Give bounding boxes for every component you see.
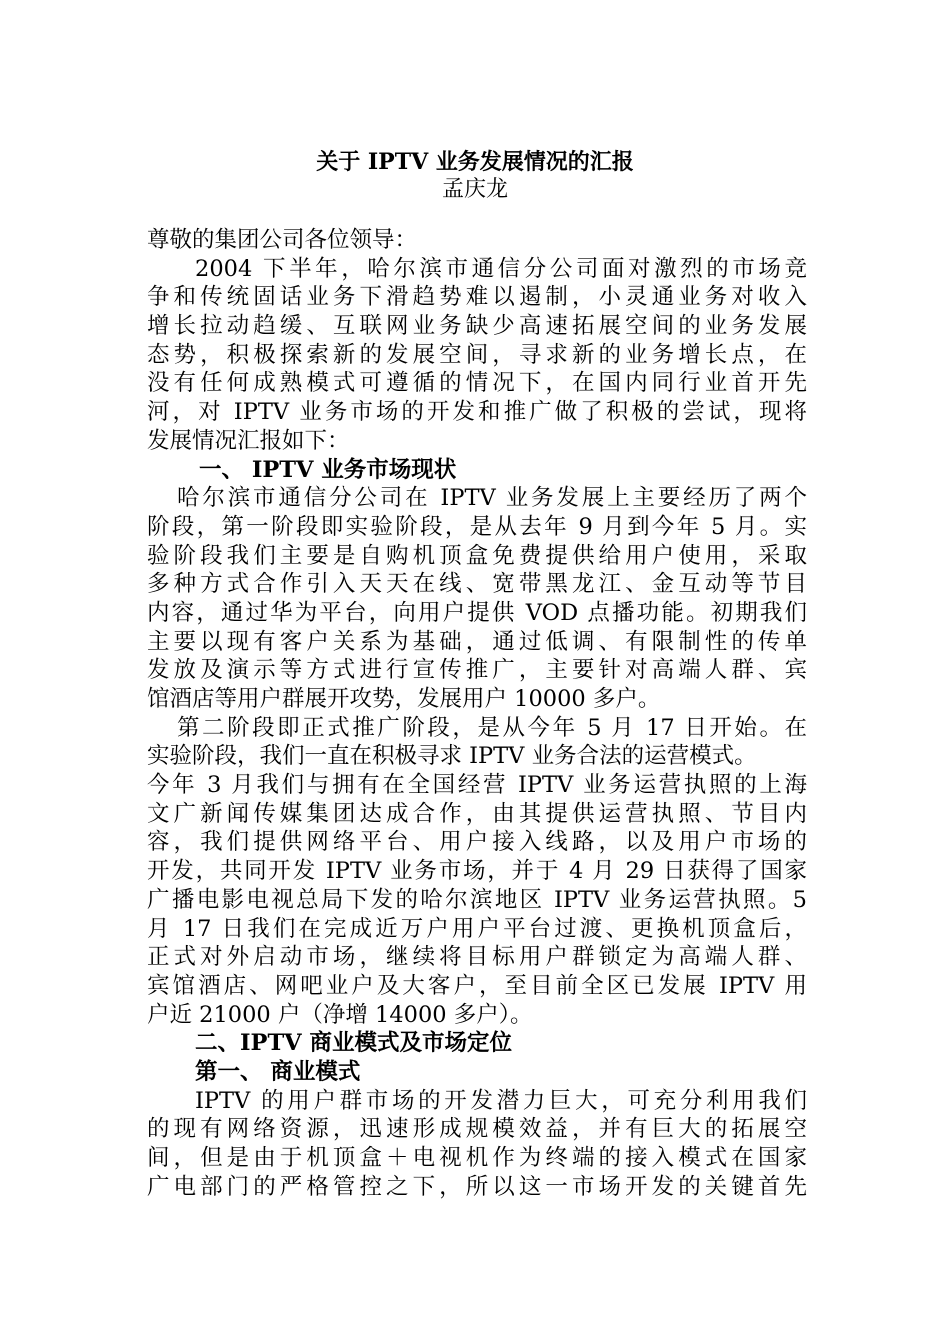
body-text-line: 广播电影电视总局下发的哈尔滨地区 IPTV 业务运营执照。5 <box>147 886 807 913</box>
body-text-line: 验阶段我们主要是自购机顶盒免费提供给用户使用，采取 <box>147 542 807 569</box>
body-text-line: 文广新闻传媒集团达成合作，由其提供运营执照、节目内 <box>147 800 807 827</box>
body-text-line: 没有任何成熟模式可遵循的情况下，在国内同行业首开先 <box>147 370 807 397</box>
body-text-line: 内容，通过华为平台，向用户提供 VOD 点播功能。初期我们 <box>147 599 807 626</box>
body-text-line: 今年 3 月我们与拥有在全国经营 IPTV 业务运营执照的上海 <box>147 772 807 799</box>
body-text-line: 阶段，第一阶段即实验阶段，是从去年 9 月到今年 5 月。实 <box>147 513 807 540</box>
body-text-line: 开发，共同开发 IPTV 业务市场，并于 4 月 29 日获得了国家 <box>147 858 807 885</box>
body-text-line: 月 17 日我们在完成近万户用户平台过渡、更换机顶盒后， <box>147 915 807 942</box>
body-text-line: 发展情况汇报如下： <box>147 427 350 454</box>
body-text-line: 第二阶段即正式推广阶段，是从今年 5 月 17 日开始。在 <box>177 714 807 741</box>
body-text-line: 态势，积极探索新的发展空间，寻求新的业务增长点，在 <box>147 341 807 368</box>
body-text-line: 正式对外启动市场，继续将目标用户群锁定为高端人群、 <box>147 944 807 971</box>
body-text-line: 间，但是由于机顶盒＋电视机作为终端的接入模式在国家 <box>147 1145 807 1171</box>
body-text-line: 户近 21000 户（净增 14000 多户）。 <box>147 1001 533 1028</box>
document-title: 关于 IPTV 业务发展情况的汇报 <box>316 149 634 175</box>
body-text-line: 的现有网络资源，迅速形成规模效益，并有巨大的拓展空 <box>147 1116 807 1143</box>
body-text-line: 馆酒店等用户群展开攻势，发展用户 10000 多户。 <box>147 686 661 712</box>
body-text-line: 争和传统固话业务下滑趋势难以遏制，小灵通业务对收入 <box>147 284 807 311</box>
document-body <box>147 226 807 1201</box>
body-text-line: 实验阶段，我们一直在积极寻求 IPTV 业务合法的运营模式。 <box>147 743 757 770</box>
body-text-line: 增长拉动趋缓、互联网业务缺少高速拓展空间的业务发展 <box>147 313 807 340</box>
section-heading: 二、IPTV 商业模式及市场定位 <box>195 1030 512 1057</box>
body-text-line: 哈尔滨市通信分公司在 IPTV 业务发展上主要经历了两个 <box>177 485 807 512</box>
body-text-line: 2004 下半年，哈尔滨市通信分公司面对激烈的市场竞 <box>195 255 807 282</box>
section-heading: 第一、 商业模式 <box>195 1058 361 1085</box>
body-text-line: IPTV 的用户群市场的开发潜力巨大，可充分利用我们 <box>195 1087 807 1114</box>
body-text-line: 尊敬的集团公司各位领导： <box>147 227 418 253</box>
body-text-line: 河，对 IPTV 业务市场的开发和推广做了积极的尝试，现将 <box>147 399 807 426</box>
body-text-line: 广电部门的严格管控之下，所以这一市场开发的关键首先 <box>147 1173 807 1200</box>
body-text-line: 多种方式合作引入天天在线、宽带黑龙江、金互动等节目 <box>147 571 807 598</box>
body-text-line: 发放及演示等方式进行宣传推广，主要针对高端人群、宾 <box>147 657 807 684</box>
body-text-line: 主要以现有客户关系为基础，通过低调、有限制性的传单 <box>147 628 807 655</box>
document-author: 孟庆龙 <box>441 177 508 202</box>
body-text-line: 宾馆酒店、网吧业户及大客户，至目前全区已发展 IPTV 用 <box>147 972 807 999</box>
section-heading: 一、 IPTV 业务市场现状 <box>199 456 457 483</box>
body-text-line: 容，我们提供网络平台、用户接入线路，以及用户市场的 <box>147 829 807 856</box>
